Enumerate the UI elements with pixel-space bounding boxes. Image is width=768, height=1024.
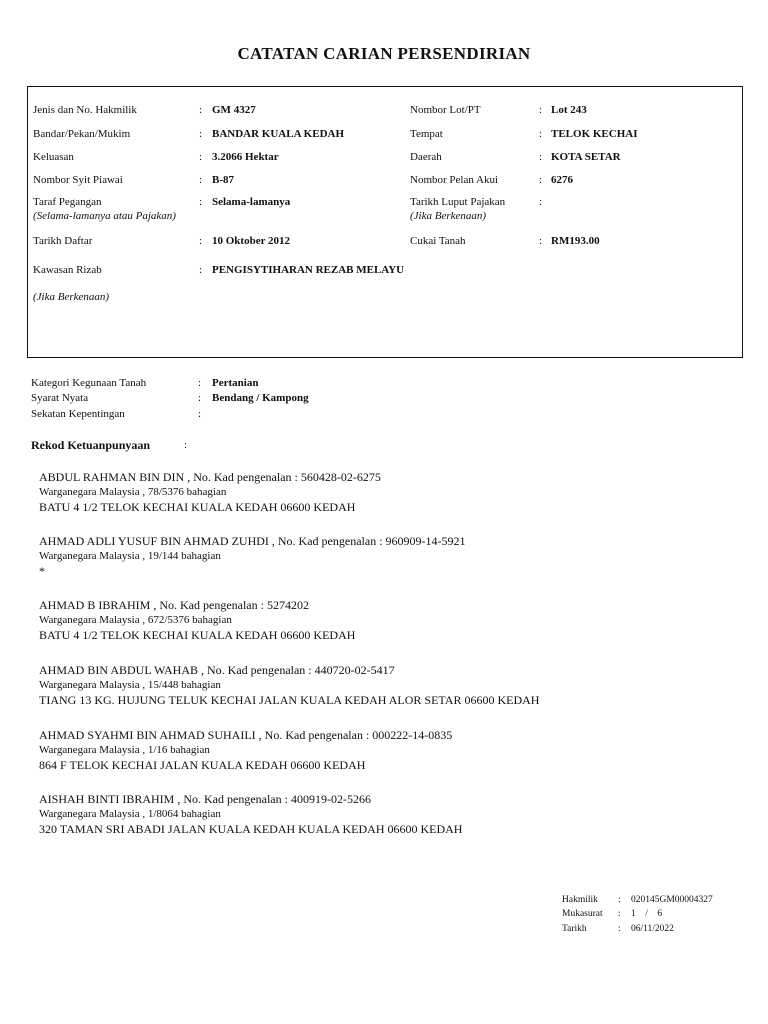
- jenis-label: Jenis dan No. Hakmilik: [33, 104, 137, 116]
- footer-mukasurat-label: Mukasurat: [562, 909, 603, 919]
- ownership-heading: Rekod Ketuanpunyaan: [31, 438, 151, 452]
- pelan-value: 6276: [551, 174, 573, 186]
- colon: :: [184, 439, 188, 451]
- colon: :: [539, 196, 543, 208]
- owner-name-line: AHMAD ADLI YUSUF BIN AHMAD ZUHDI , No. Kad pengenalan : 960909-14-5921: [39, 534, 466, 548]
- owner-share-line: Warganegara Malaysia , 1/16 bahagian: [39, 744, 210, 756]
- owner-entry: [39, 598, 355, 643]
- footer-hakmilik-label: Hakmilik: [562, 895, 598, 905]
- colon: :: [199, 104, 203, 116]
- kategori-value: Pertanian: [212, 377, 259, 389]
- luput-sublabel: (Jika Berkenaan): [410, 210, 487, 222]
- page-title: CATATAN CARIAN PERSENDIRIAN: [237, 44, 531, 63]
- owner-entry: [39, 728, 452, 773]
- colon: :: [199, 151, 203, 163]
- colon: :: [539, 128, 543, 140]
- lot-value: Lot 243: [551, 104, 587, 116]
- owner-entry: [39, 534, 466, 579]
- footer-hakmilik-value: 020145GM00004327: [631, 895, 713, 905]
- owner-share-line: Warganegara Malaysia , 1/8064 bahagian: [39, 808, 221, 820]
- owner-entry: [39, 792, 462, 837]
- bandar-label: Bandar/Pekan/Mukim: [33, 128, 131, 140]
- tempat-label: Tempat: [410, 128, 443, 140]
- colon: :: [199, 235, 203, 247]
- owner-share-line: Warganegara Malaysia , 15/448 bahagian: [39, 679, 221, 691]
- owner-name-line: AISHAH BINTI IBRAHIM , No. Kad pengenalan : 400919-02-5266: [39, 792, 371, 806]
- owner-address-line: BATU 4 1/2 TELOK KECHAI KUALA KEDAH 06600 KEDAH: [39, 500, 356, 514]
- daftar-value: 10 Oktober 2012: [212, 235, 291, 247]
- cukai-label: Cukai Tanah: [410, 235, 466, 247]
- daerah-label: Daerah: [410, 151, 442, 163]
- owner-name-line: AHMAD B IBRAHIM , No. Kad pengenalan : 5274202: [39, 598, 309, 612]
- owner-address-line: TIANG 13 KG. HUJUNG TELUK KECHAI JALAN KUALA KEDAH ALOR SETAR 06600 KEDAH: [39, 693, 540, 707]
- syarat-label: Syarat Nyata: [31, 392, 89, 404]
- colon: :: [539, 104, 543, 116]
- colon: :: [618, 924, 621, 934]
- colon: :: [539, 151, 543, 163]
- footer-tarikh-label: Tarikh: [562, 924, 587, 934]
- syarat-value: Bendang / Kampong: [212, 392, 309, 404]
- owner-address-line: *: [39, 564, 45, 578]
- owner-share-line: Warganegara Malaysia , 672/5376 bahagian: [39, 614, 232, 626]
- colon: :: [618, 909, 621, 919]
- owner-address-line: BATU 4 1/2 TELOK KECHAI KUALA KEDAH 06600 KEDAH: [39, 628, 356, 642]
- bandar-value: BANDAR KUALA KEDAH: [212, 128, 345, 140]
- owner-entry: [39, 663, 539, 708]
- daerah-value: KOTA SETAR: [551, 151, 621, 163]
- tempat-value: TELOK KECHAI: [551, 128, 638, 140]
- colon: :: [198, 392, 202, 404]
- taraf-label: Taraf Pegangan: [33, 196, 102, 208]
- owner-name-line: ABDUL RAHMAN BIN DIN , No. Kad pengenalan : 560428-02-6275: [39, 470, 381, 484]
- keluasan-value: 3.2066 Hektar: [212, 151, 279, 163]
- owner-share-line: Warganegara Malaysia , 78/5376 bahagian: [39, 486, 227, 498]
- rizab-sublabel: (Jika Berkenaan): [33, 291, 110, 303]
- pelan-label: Nombor Pelan Akui: [410, 174, 498, 186]
- lot-label: Nombor Lot/PT: [410, 104, 481, 116]
- colon: :: [198, 377, 202, 389]
- syit-value: B-87: [212, 174, 234, 186]
- cukai-value: RM193.00: [551, 235, 600, 247]
- colon: :: [539, 174, 543, 186]
- owner-address-line: 864 F TELOK KECHAI JALAN KUALA KEDAH 06600 KEDAH: [39, 758, 366, 772]
- jenis-value: GM 4327: [212, 104, 256, 116]
- colon: :: [199, 264, 203, 276]
- rizab-value: PENGISYTIHARAN REZAB MELAYU: [212, 264, 405, 276]
- daftar-label: Tarikh Daftar: [33, 235, 93, 247]
- colon: :: [539, 235, 543, 247]
- colon: :: [199, 128, 203, 140]
- colon: :: [618, 895, 621, 905]
- luput-label: Tarikh Luput Pajakan: [410, 196, 506, 208]
- owner-name-line: AHMAD BIN ABDUL WAHAB , No. Kad pengenalan : 440720-02-5417: [39, 663, 395, 677]
- kategori-label: Kategori Kegunaan Tanah: [31, 377, 147, 389]
- owner-entry: [39, 470, 381, 515]
- title-details-box: [27, 86, 743, 358]
- colon: :: [198, 408, 202, 420]
- footer-mukasurat-value: 1 / 6: [631, 909, 663, 919]
- rizab-label: Kawasan Rizab: [33, 264, 102, 276]
- colon: :: [199, 174, 203, 186]
- owner-name-line: AHMAD SYAHMI BIN AHMAD SUHAILI , No. Kad pengenalan : 000222-14-0835: [39, 728, 453, 742]
- syit-label: Nombor Syit Piawai: [33, 174, 123, 186]
- footer-tarikh-value: 06/11/2022: [631, 924, 674, 934]
- owner-address-line: 320 TAMAN SRI ABADI JALAN KUALA KEDAH KUALA KEDAH 06600 KEDAH: [39, 822, 463, 836]
- sekatan-label: Sekatan Kepentingan: [31, 408, 125, 420]
- owner-share-line: Warganegara Malaysia , 19/144 bahagian: [39, 550, 221, 562]
- keluasan-label: Keluasan: [33, 151, 74, 163]
- colon: :: [199, 196, 203, 208]
- taraf-value: Selama-lamanya: [212, 196, 291, 208]
- taraf-sublabel: (Selama-lamanya atau Pajakan): [33, 210, 176, 222]
